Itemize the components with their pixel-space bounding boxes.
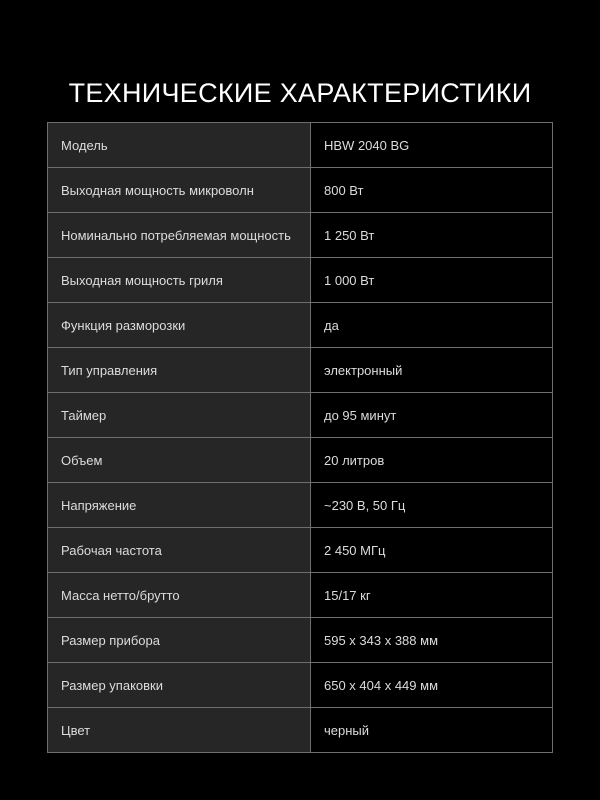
spec-label: Номинально потребляемая мощность <box>48 213 311 258</box>
spec-value: 595 x 343 x 388 мм <box>311 618 553 663</box>
page-title: ТЕХНИЧЕСКИЕ ХАРАКТЕРИСТИКИ <box>68 78 532 109</box>
spec-value: до 95 минут <box>311 393 553 438</box>
spec-label: Выходная мощность гриля <box>48 258 311 303</box>
table-row <box>48 573 553 618</box>
table-row <box>48 708 553 753</box>
spec-value: 800 Вт <box>311 168 553 213</box>
spec-value: HBW 2040 BG <box>311 123 553 168</box>
spec-label: Выходная мощность микроволн <box>48 168 311 213</box>
table-row <box>48 618 553 663</box>
spec-value: электронный <box>311 348 553 393</box>
spec-label: Таймер <box>48 393 311 438</box>
spec-label: Размер прибора <box>48 618 311 663</box>
table-row <box>48 123 553 168</box>
spec-label: Функция разморозки <box>48 303 311 348</box>
table-row <box>48 168 553 213</box>
specifications-table <box>47 122 553 753</box>
spec-label: Размер упаковки <box>48 663 311 708</box>
spec-value: 650 x 404 x 449 мм <box>311 663 553 708</box>
spec-value: 1 250 Вт <box>311 213 553 258</box>
spec-value: 2 450 МГц <box>311 528 553 573</box>
table-row <box>48 528 553 573</box>
table-row <box>48 663 553 708</box>
table-row <box>48 303 553 348</box>
table-row <box>48 483 553 528</box>
table-row <box>48 438 553 483</box>
table-row <box>48 348 553 393</box>
spec-label: Напряжение <box>48 483 311 528</box>
table-row <box>48 213 553 258</box>
spec-label: Цвет <box>48 708 311 753</box>
spec-value: ~230 В, 50 Гц <box>311 483 553 528</box>
spec-value: 1 000 Вт <box>311 258 553 303</box>
spec-value: черный <box>311 708 553 753</box>
spec-value: 15/17 кг <box>311 573 553 618</box>
spec-value: 20 литров <box>311 438 553 483</box>
spec-label: Рабочая частота <box>48 528 311 573</box>
spec-value: да <box>311 303 553 348</box>
table-row <box>48 258 553 303</box>
spec-label: Масса нетто/брутто <box>48 573 311 618</box>
spec-label: Модель <box>48 123 311 168</box>
spec-label: Тип управления <box>48 348 311 393</box>
table-row <box>48 393 553 438</box>
spec-label: Объем <box>48 438 311 483</box>
